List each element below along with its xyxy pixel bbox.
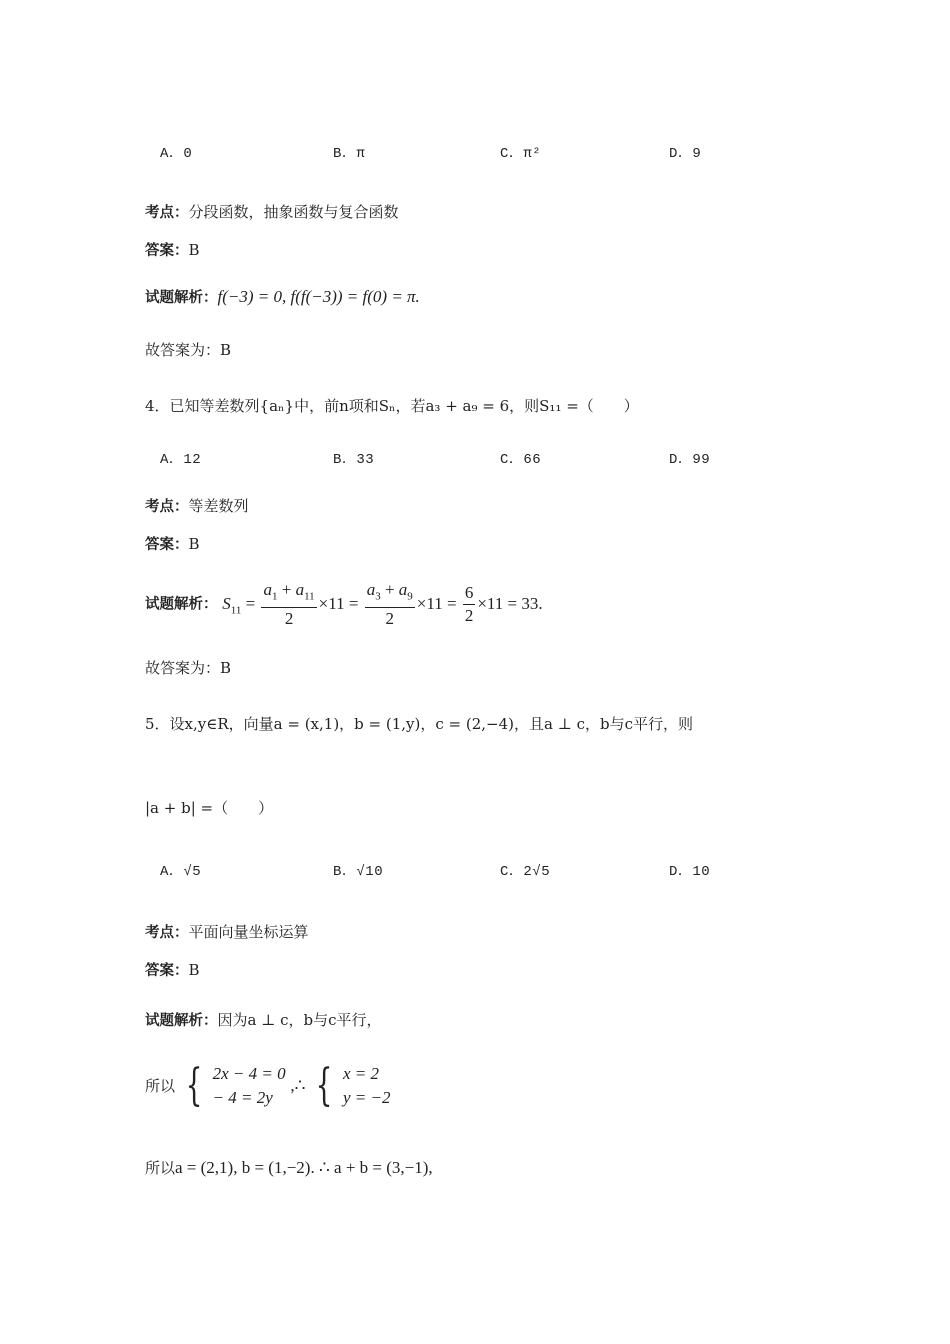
answer-label: 答案： xyxy=(145,963,189,979)
q3-option-c: C．π² xyxy=(500,146,542,162)
left-brace-2: { xyxy=(315,1060,333,1111)
kaodian-label: 考点： xyxy=(145,925,189,941)
equation-1: 2x − 4 = 0 xyxy=(212,1064,286,1083)
kaodian-text: 分段函数，抽象函数与复合函数 xyxy=(188,203,399,221)
q4-option-c: C．66 xyxy=(500,452,542,468)
solution-1: x = 2 xyxy=(343,1064,380,1083)
q5-kaodian xyxy=(145,922,309,943)
therefore-sign: ,∴ xyxy=(290,1076,306,1095)
q5-option-a: A．√5 xyxy=(160,864,202,880)
kaodian-text: 平面向量坐标运算 xyxy=(188,923,309,941)
jiexi-formula: f(−3) = 0, f(f(−3)) = f(0) = π. xyxy=(217,287,420,306)
left-brace-1: { xyxy=(185,1060,203,1111)
q4-kaodian xyxy=(145,496,249,517)
q5-stem-line1: 5．设x,y∈R，向量a = (x,1)，b = (1,y)，c = (2,−4)，且a ⊥ c，b与c平行，则 xyxy=(145,715,693,733)
kaodian-label: 考点： xyxy=(145,499,189,515)
q3-conclusion: 故答案为：B xyxy=(145,341,232,359)
last-prefix: 所以 xyxy=(145,1159,176,1177)
q4-jiexi xyxy=(145,580,543,629)
q4-option-d: D．99 xyxy=(669,452,711,468)
answer-text: B xyxy=(188,961,200,979)
fraction-1: $\frac{a_1 + a_{11}}{2}$ xyxy=(263,580,315,629)
kaodian-label: 考点： xyxy=(145,205,189,221)
q5-stem-line2: |a + b| =（ ） xyxy=(145,799,274,817)
jiexi-label: 试题解析： xyxy=(145,290,218,306)
equation-system-1 xyxy=(213,1062,286,1110)
answer-label: 答案： xyxy=(145,243,189,259)
q5-option-c: C．2√5 xyxy=(500,864,551,880)
q3-option-d: D．9 xyxy=(669,146,702,162)
jiexi-text: 因为a ⊥ c，b与c平行， xyxy=(217,1011,382,1029)
answer-label: 答案： xyxy=(145,537,189,553)
q4-answer xyxy=(145,534,200,555)
equation-2: − 4 = 2y xyxy=(212,1088,273,1107)
q4-stem: 4．已知等差数列{aₙ}中，前n项和Sₙ，若a₃ + a₉ = 6，则S₁₁ =（ ） xyxy=(145,397,639,415)
q5-last-line xyxy=(145,1158,433,1178)
q5-option-b: B．√10 xyxy=(333,864,384,880)
q4-conclusion: 故答案为：B xyxy=(145,659,232,677)
q5-system xyxy=(145,1062,391,1118)
jiexi-label: 试题解析： xyxy=(145,596,218,613)
q3-option-b: B．π xyxy=(333,146,366,162)
q3-kaodian xyxy=(145,202,399,223)
q5-jiexi xyxy=(145,1010,382,1031)
system-prefix: 所以 xyxy=(145,1077,176,1095)
q3-option-a: A．0 xyxy=(160,146,193,162)
kaodian-text: 等差数列 xyxy=(188,497,249,515)
q4-option-a: A．12 xyxy=(160,452,202,468)
jiexi-label: 试题解析： xyxy=(145,1013,218,1029)
q4-option-b: B．33 xyxy=(333,452,375,468)
equation-system-2 xyxy=(343,1062,391,1110)
fraction-3: $\frac{6}{2}$ xyxy=(464,583,474,626)
fraction-2: $\frac{a_3 + a_9}{2}$ xyxy=(366,580,413,629)
last-formula: a = (2,1), b = (1,−2). ∴ a + b = (3,−1), xyxy=(175,1158,433,1177)
q5-answer xyxy=(145,960,200,981)
q3-jiexi xyxy=(145,287,420,308)
answer-text: B xyxy=(188,535,200,553)
q5-option-d: D．10 xyxy=(669,864,711,880)
jiexi-formula: $S_{11}$ = $\frac{a_1 + a_{11}}{2}$ ×11 = $\frac{a_3 + a_9}{2}$ ×11 = $\frac{6}{2}$ ×11 = 33. xyxy=(222,580,543,629)
answer-text: B xyxy=(188,241,200,259)
solution-2: y = −2 xyxy=(343,1088,391,1107)
q3-answer xyxy=(145,240,200,261)
